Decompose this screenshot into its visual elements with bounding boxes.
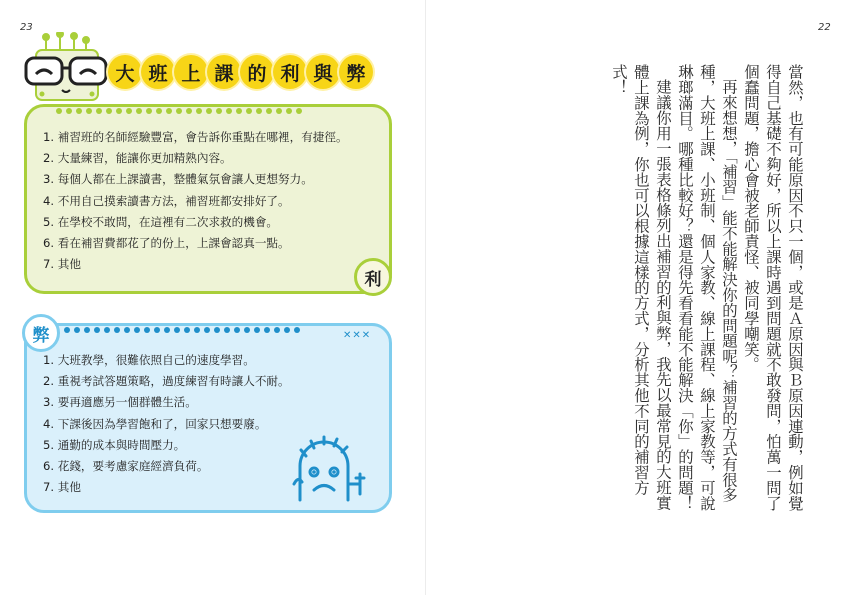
cons-list <box>43 350 290 498</box>
title-char: 利 <box>275 57 305 87</box>
pros-dots-decoration <box>56 108 302 114</box>
title-char: 與 <box>308 57 338 87</box>
title-char: 上 <box>176 57 206 87</box>
cons-item: 2. 重視考試答題策略，過度練習有時讓人不耐。 <box>43 374 290 389</box>
pros-item: 4. 不用自己摸索讀書方法，補習班都安排好了。 <box>43 193 290 208</box>
cons-item: 7. 其他 <box>43 480 81 495</box>
body-paragraph: 再來想想，「補習」能不能解決你的問題呢？補習的方式有很多種，大班上課、小班制、個人家教、線上課程、線上家教等，可說琳瑯滿目。哪種比較好？還是得先看看能不能解決「你」的問題！ <box>676 64 738 511</box>
cons-item: 6. 花錢，要考慮家庭經濟負荷。 <box>43 459 209 474</box>
title-char: 的 <box>242 57 272 87</box>
cross-marks-decoration: ✕✕✕ <box>343 330 372 341</box>
title-char: 弊 <box>341 57 371 87</box>
cons-item: 1. 大班教學，很難依照自己的速度學習。 <box>43 353 255 367</box>
pros-item: 3. 每個人都在上課讀書，整體氣氛會讓人更想努力。 <box>43 172 313 187</box>
mascot-glasses-icon <box>24 32 108 106</box>
cons-item: 5. 通勤的成本與時間壓力。 <box>43 437 186 452</box>
pros-item: 6. 看在補習費都花了的份上，上課會認真一點。 <box>43 236 290 251</box>
section-title <box>110 57 371 91</box>
cons-item: 4. 下課後因為學習飽和了，回家只想要廢。 <box>43 416 267 431</box>
cons-stamp: 弊 <box>22 314 60 352</box>
body-paragraph: 建議你用一張表格條列出補習的利與弊，我先以最常見的大班實體上課為例，你也可以根據這樣的方式，分析其他不同的補習方式！ <box>610 64 672 511</box>
title-char: 大 <box>110 57 140 87</box>
title-char: 課 <box>209 57 239 87</box>
pros-item: 5. 在學校不敢問，在這裡有二次求救的機會。 <box>43 214 279 229</box>
pros-stamp: 利 <box>354 258 392 296</box>
cons-dots-decoration <box>64 327 300 333</box>
pros-item: 1. 補習班的名師經驗豐富，會告訴你重點在哪裡，有捷徑。 <box>43 130 348 144</box>
page-number-left: 23 <box>20 22 33 33</box>
page-number-right: 22 <box>818 22 831 33</box>
sad-monster-icon <box>292 434 370 504</box>
pros-list <box>43 127 348 275</box>
body-text <box>588 64 806 524</box>
pros-box <box>24 104 392 294</box>
pros-item: 7. 其他 <box>43 257 81 272</box>
page-fold <box>425 0 426 595</box>
pros-item: 2. 大量練習，能讓你更加精熟內容。 <box>43 151 232 166</box>
cons-item: 3. 要再適應另一個群體生活。 <box>43 395 197 410</box>
body-paragraph: 當然，也有可能原因不只一個，或是Ａ原因與Ｂ原因連動，例如覺得自己基礎不夠好，所以上課時遇到問題就不敢發問，怕萬一問了個蠢問題，擔心會被老師責怪、被同學嘲笑。 <box>742 64 804 511</box>
title-char: 班 <box>143 57 173 87</box>
